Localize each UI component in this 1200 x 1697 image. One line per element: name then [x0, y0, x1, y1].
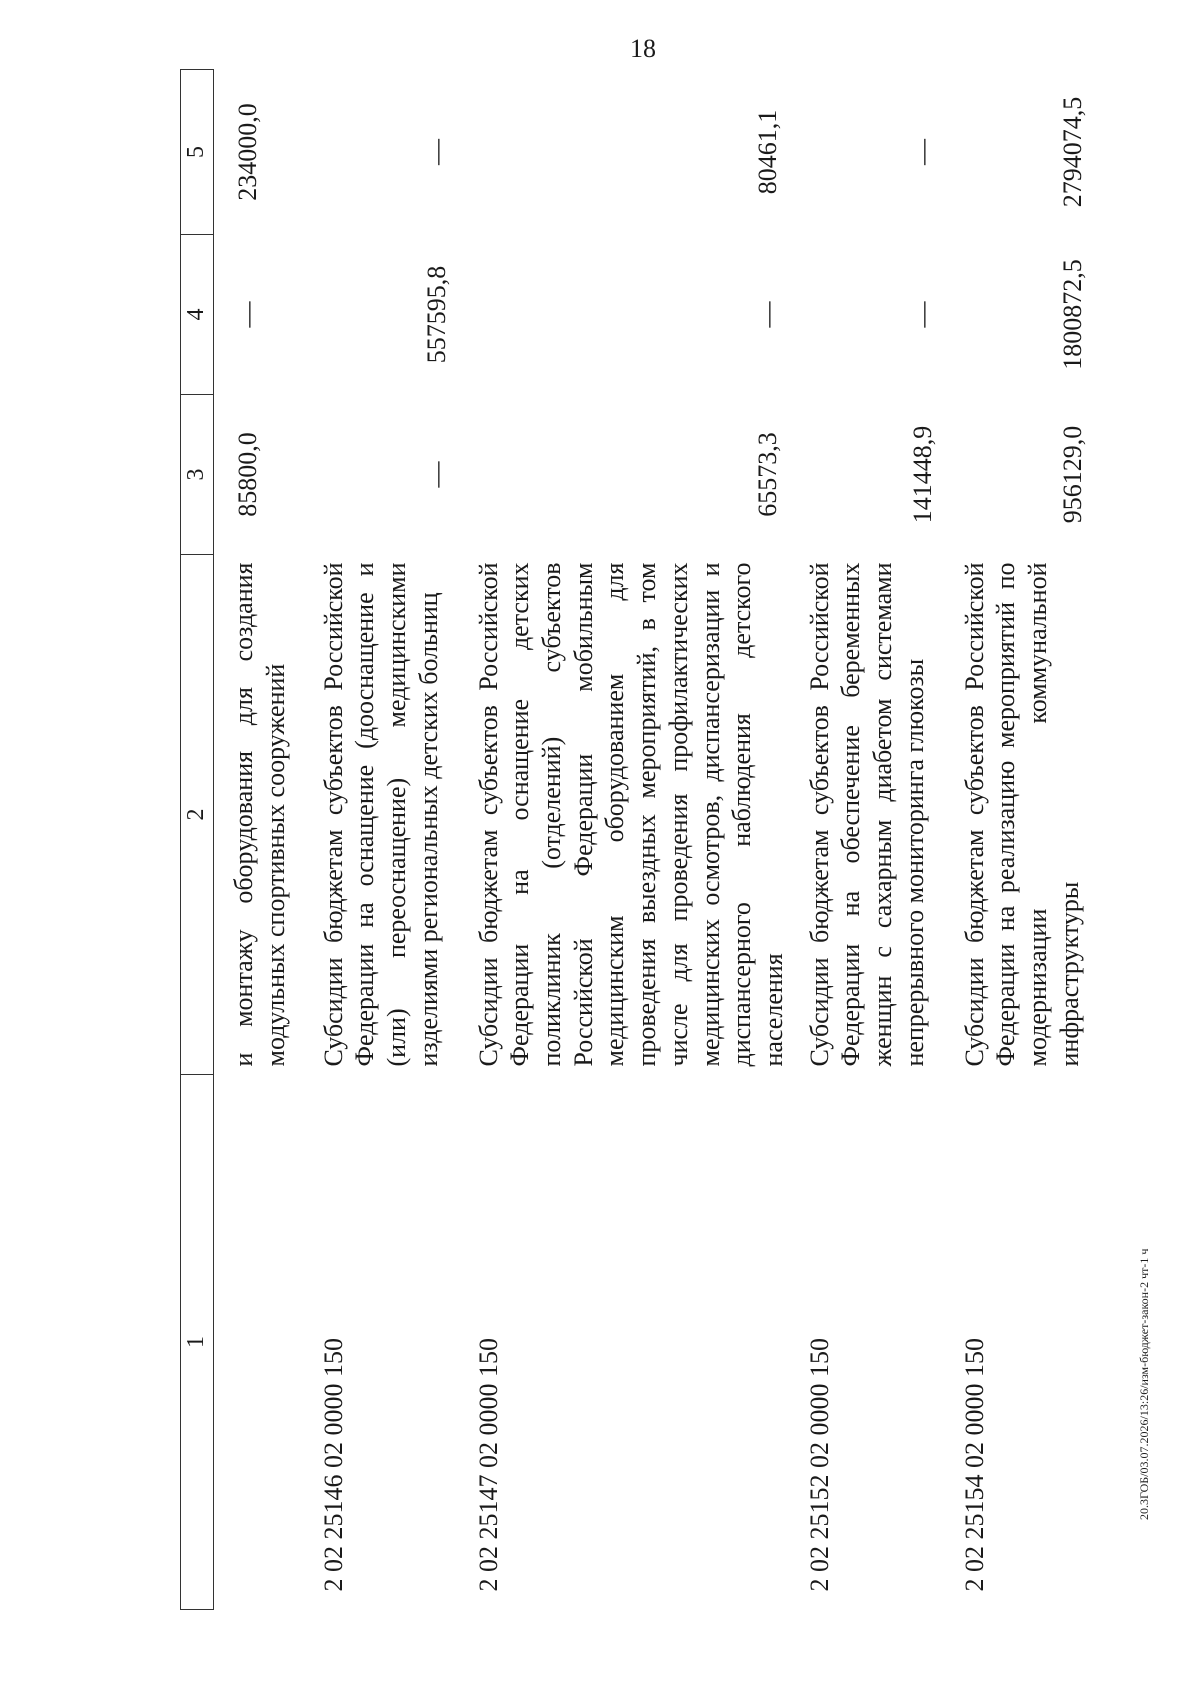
budget-code: 2 02 25147 02 0000 150: [473, 1338, 503, 1592]
footer-document-code: 20.3ГОБ/03.07.2026/13:26/изм-бюджет-закон-2 чт-1 ч: [1137, 1248, 1151, 1520]
column-header: 2: [181, 555, 214, 1075]
budget-table: [180, 69, 1095, 1610]
value-col5: 234000,0: [233, 103, 262, 201]
table-row: [459, 70, 790, 1610]
value-col3: 956129,0: [1057, 425, 1087, 524]
budget-code: 2 02 25146 02 0000 150: [318, 1338, 348, 1592]
value-col5: 80461,1: [752, 109, 782, 195]
value-col4: —: [752, 301, 782, 328]
value-col4: 1800872,5: [1057, 259, 1087, 370]
column-header: 3: [181, 395, 214, 555]
row-description: Субсидии бюджетам субъектов Российской Федерации на оснащение детских поликлиник (отделений) субъектов Российской Федерации мобильным медицинским оборудованием для проведения выездных мероприятий, в том числе для проведения профилактических медицинских осмотров, диспансеризации и диспансерного наблюдения детского населения: [473, 562, 788, 1067]
budget-code: 2 02 25154 02 0000 150: [959, 1338, 989, 1592]
value-col3: 85800,0: [233, 432, 262, 517]
row-description: и монтажу оборудования для создания модульных спортивных сооружений: [229, 562, 290, 1067]
page-number: 18: [630, 34, 656, 63]
column-header: 4: [181, 235, 214, 395]
value-col4: —: [907, 301, 937, 328]
table-header: [181, 70, 214, 1610]
row-description: Субсидии бюджетам субъектов Российской Федерации на реализацию мероприятий по модернизации коммунальной инфраструктуры: [959, 562, 1084, 1067]
table-row: [945, 70, 1095, 1610]
value-col5: —: [907, 139, 937, 165]
table-row: [790, 70, 945, 1610]
value-col5: 2794074,5: [1057, 96, 1087, 208]
row-description: Субсидии бюджетам субъектов Российской Федерации на обеспечение беременных женщин с сахарным диабетом системами непрерывного мониторинга глюкозы: [804, 562, 929, 1067]
rotated-table-wrapper: [180, 70, 1090, 1610]
budget-code: 2 02 25152 02 0000 150: [804, 1338, 834, 1592]
column-header: 1: [181, 1075, 214, 1610]
budget-code: [214, 1075, 304, 1610]
value-col3: 65573,3: [752, 432, 782, 517]
value-col5: —: [421, 139, 451, 165]
table-row: [304, 70, 459, 1610]
value-col4: —: [233, 301, 262, 328]
column-header: 5: [181, 70, 214, 235]
value-col3: 141448,9: [907, 425, 937, 524]
row-description: Субсидии бюджетам субъектов Российской Федерации на оснащение (дооснащение и (или) переоснащение) медицинскими изделиями региональных детских больниц: [318, 562, 443, 1067]
value-col3: —: [421, 461, 451, 488]
table-row: [214, 70, 304, 1610]
value-col4: 557595,8: [421, 265, 451, 364]
